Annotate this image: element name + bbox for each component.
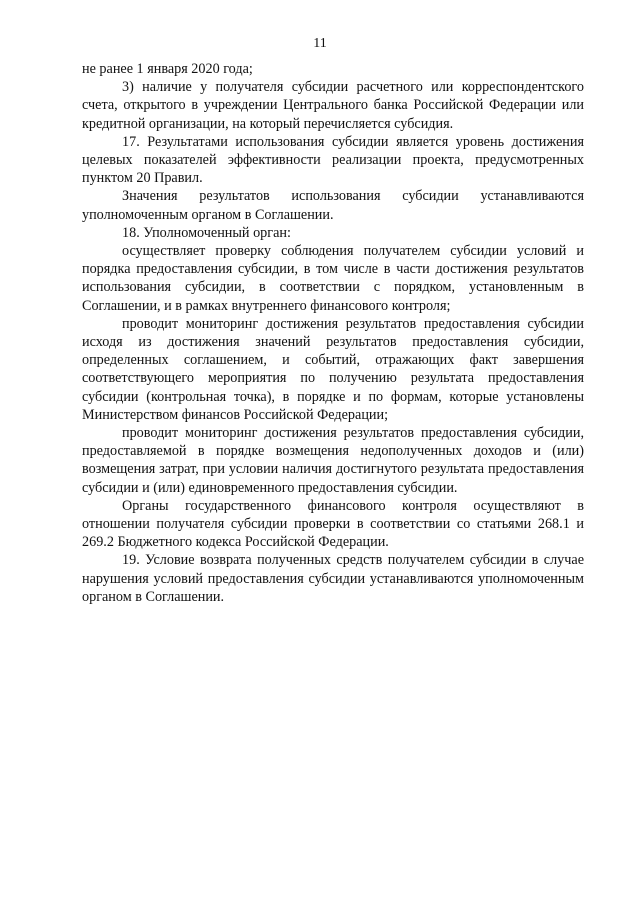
- paragraph-state-control: Органы государственного финансового контроля осуществляют в отношении получателя субсидии проверки в соответствии со статьями 268.1 и 269.2 Бюджетного кодекса Российской Федерации.: [82, 497, 584, 551]
- page-number: 11: [313, 36, 327, 51]
- paragraph-17-values: Значения результатов использования субсидии устанавливаются уполномоченным органом в Соглашении.: [82, 188, 584, 223]
- paragraph-19: 19. Условие возврата полученных средств получателем субсидии в случае нарушения условий предоставления субсидии устанавливаются уполномоченным органом в Соглашении.: [82, 552, 584, 605]
- paragraph-item-3: 3) наличие у получателя субсидии расчетного или корреспондентского счета, открытого в учреждении Центрального банка Российской Федерации или кредитной организации, на который перечисляется субсидия.: [82, 79, 584, 132]
- paragraph-18-monitoring: проводит мониторинг достижения результатов предоставления субсидии исходя из достижения значений результатов предоставления субсидии, определенных соглашением, и событий, отражающих факт завершения соответствующего мероприятия по получению результата предоставления субсидии (контрольная точка), в порядке и по формам, которые установлены Министерством финансов Российской Федерации;: [82, 315, 584, 423]
- paragraph-18-monitoring-compensation: проводит мониторинг достижения результатов предоставления субсидии, предоставляемой в порядке возмещения недополученных доходов и (или) возмещения затрат, при условии наличия достигнутого результата предоставления субсидии и (или) единовременного предоставления субсидии.: [82, 425, 584, 496]
- paragraph-18-heading: 18. Уполномоченный орган:: [122, 224, 291, 241]
- paragraph-18-check: осуществляет проверку соблюдения получателем субсидии условий и порядка предоставления субсидии, в том числе в части достижения результатов использования субсидии, в соответствии с порядком, установленным в Соглашении, и в рамках внутреннего финансового контроля;: [82, 243, 584, 314]
- paragraph-continuation: не ранее 1 января 2020 года;: [82, 61, 253, 77]
- paragraph-17: 17. Результатами использования субсидии является уровень достижения целевых показателей эффективности реализации проекта, предусмотренных пунктом 20 Правил.: [82, 133, 584, 187]
- document-body: [82, 60, 584, 606]
